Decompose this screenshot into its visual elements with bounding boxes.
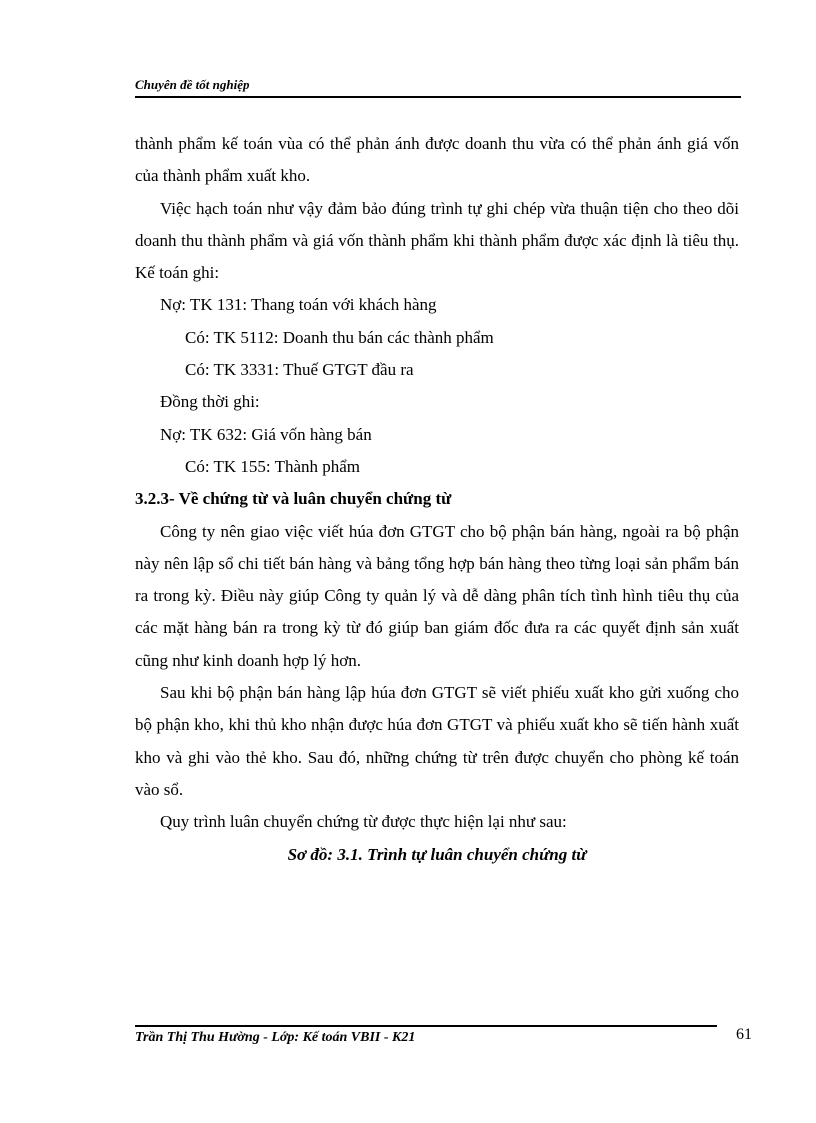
footer-author: Trần Thị Thu Hường - Lớp: Kế toán VBII - K21 bbox=[135, 1030, 416, 1045]
page-body bbox=[135, 128, 739, 871]
journal-entry-credit-155: Có: TK 155: Thành phẩm bbox=[185, 456, 361, 476]
section-heading: 3.2.3- Về chứng từ và luân chuyển chứng từ bbox=[135, 489, 452, 509]
footer-divider bbox=[135, 1025, 717, 1027]
paragraph-document-flow: Sau khi bộ phận bán hàng lập húa đơn GTGT sẽ viết phiếu xuất kho gửi xuống cho bộ phận kho, khi thủ kho nhận được húa đơn GTGT và phiếu xuất kho sẽ tiến hành xuất kho và ghi vào thẻ kho. Sau đó, những chứng từ trên được chuyển cho phòng kế toán vào sổ. bbox=[135, 683, 739, 799]
paragraph-continuation: thành phẩm kế toán vùa có thể phản ánh được doanh thu vừa có thể phản ánh giá vốn của thành phẩm xuất kho. bbox=[135, 134, 739, 186]
header-divider bbox=[135, 96, 741, 98]
page-number: 61 bbox=[736, 1026, 752, 1043]
page-header-title: Chuyên đề tốt nghiệp bbox=[135, 77, 250, 92]
paragraph-invoice-recommendation: Công ty nên giao việc viết húa đơn GTGT cho bộ phận bán hàng, ngoài ra bộ phận này nên lập sổ chi tiết bán hàng và bảng tổng hợp bán hàng theo từng loại sản phẩm bán ra trong kỳ. Điều này giúp Công ty quản lý và dễ dàng phân tích tình hình tiêu thụ của các mặt hàng bán ra trong kỳ từ đó giúp ban giám đốc đưa ra các quyết định sản xuất cũng như kinh doanh hợp lý hơn. bbox=[135, 521, 739, 670]
journal-entry-credit-3331: Có: TK 3331: Thuế GTGT đầu ra bbox=[185, 360, 414, 380]
journal-entry-debit-632: Nợ: TK 632: Giá vốn hàng bán bbox=[160, 424, 372, 444]
simultaneous-entry-label: Đồng thời ghi: bbox=[160, 392, 260, 412]
diagram-caption: Sơ đồ: 3.1. Trình tự luân chuyển chứng từ bbox=[287, 844, 587, 864]
paragraph-procedure-intro: Quy trình luân chuyển chứng từ được thực hiện lại như sau: bbox=[160, 812, 567, 832]
journal-entry-debit-131: Nợ: TK 131: Thang toán với khách hàng bbox=[160, 295, 437, 315]
paragraph-accounting-method: Việc hạch toán như vậy đảm bảo đúng trình tự ghi chép vừa thuận tiện cho theo dõi doanh thu thành phẩm và giá vốn thành phẩm khi thành phẩm được xác định là tiêu thụ. Kế toán ghi: bbox=[135, 198, 739, 283]
journal-entry-credit-5112: Có: TK 5112: Doanh thu bán các thành phẩm bbox=[185, 327, 494, 347]
